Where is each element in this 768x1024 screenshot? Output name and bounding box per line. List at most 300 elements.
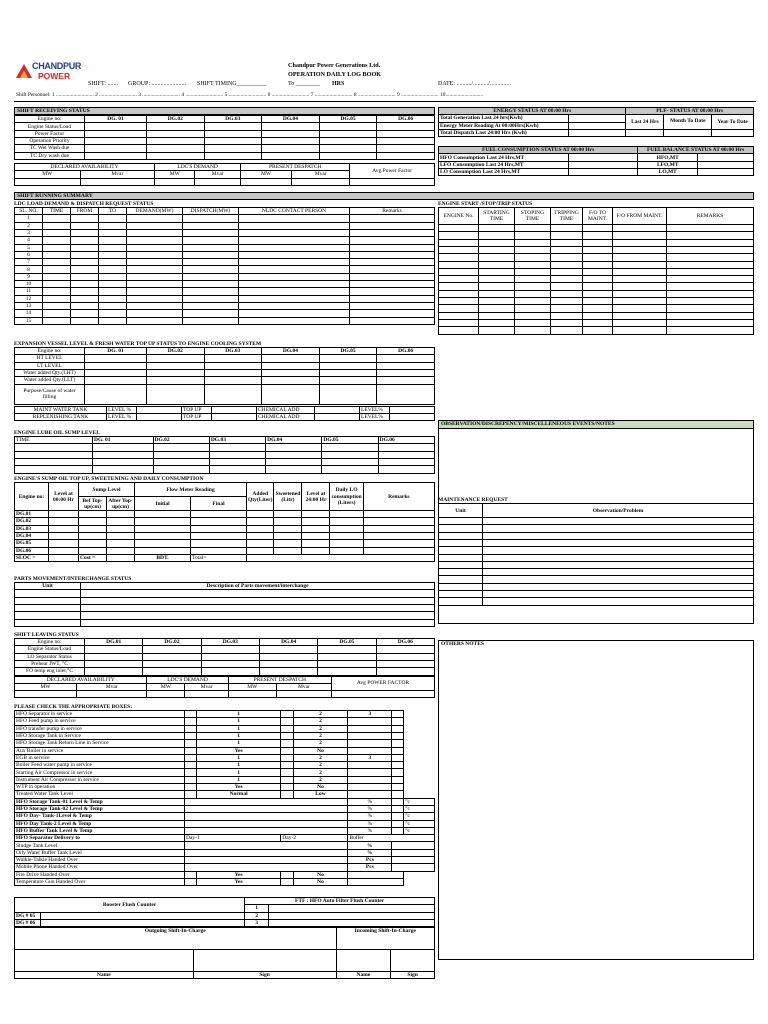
cell[interactable] (266, 458, 322, 465)
cell[interactable] (201, 660, 259, 667)
cell[interactable] (613, 283, 667, 290)
cell[interactable] (274, 532, 302, 539)
cell[interactable] (185, 856, 348, 863)
cell[interactable] (43, 215, 71, 222)
cell[interactable] (281, 871, 293, 878)
cell[interactable] (439, 276, 479, 283)
cell[interactable] (350, 259, 435, 266)
cell[interactable] (43, 295, 71, 302)
option-b[interactable]: No (293, 784, 348, 791)
cell[interactable] (107, 525, 135, 532)
cell[interactable] (439, 591, 483, 598)
cell[interactable] (262, 369, 320, 376)
cell[interactable] (127, 251, 183, 258)
cell[interactable] (239, 215, 350, 222)
cell[interactable] (319, 123, 377, 130)
cell[interactable] (583, 312, 613, 319)
cell[interactable] (85, 355, 147, 362)
cell[interactable] (319, 377, 377, 384)
cell[interactable] (183, 273, 239, 280)
cell[interactable] (331, 691, 434, 698)
cell[interactable] (99, 222, 127, 229)
cell[interactable] (350, 317, 435, 324)
cell[interactable] (259, 653, 317, 660)
cell[interactable] (392, 849, 435, 856)
cell[interactable] (667, 283, 754, 290)
cell[interactable] (79, 525, 107, 532)
cell[interactable] (43, 244, 71, 251)
cell[interactable] (350, 288, 435, 295)
cell[interactable] (247, 547, 274, 554)
cell[interactable] (583, 254, 613, 261)
cell[interactable] (274, 518, 302, 525)
cell[interactable] (15, 451, 93, 458)
cell[interactable] (378, 466, 434, 473)
cell[interactable] (483, 561, 754, 568)
cell[interactable] (204, 362, 262, 369)
cell[interactable] (583, 268, 613, 275)
option-b[interactable]: 2 (293, 732, 348, 739)
cell[interactable] (99, 281, 127, 288)
cell[interactable] (479, 225, 515, 232)
cell[interactable] (81, 619, 435, 626)
cell[interactable] (191, 532, 247, 539)
cell[interactable] (664, 129, 712, 136)
cell[interactable] (319, 138, 377, 145)
cell[interactable] (185, 762, 197, 769)
cell[interactable] (698, 154, 754, 161)
cell[interactable] (439, 598, 483, 605)
cell[interactable] (330, 540, 363, 547)
option-b[interactable]: 2 (293, 740, 348, 747)
cell[interactable] (239, 244, 350, 251)
cell[interactable] (15, 604, 81, 611)
cell[interactable] (281, 725, 293, 732)
option-c[interactable] (348, 747, 392, 754)
cell[interactable] (43, 237, 71, 244)
cell[interactable] (185, 776, 197, 783)
cell[interactable] (377, 384, 435, 404)
cell[interactable] (551, 319, 583, 326)
cell[interactable] (350, 295, 435, 302)
cell[interactable] (377, 377, 435, 384)
cell[interactable] (239, 317, 350, 324)
option-b[interactable]: 2 (293, 776, 348, 783)
option-b[interactable]: 2 (293, 711, 348, 718)
cell[interactable] (79, 511, 107, 518)
cell[interactable] (183, 317, 239, 324)
cell[interactable] (79, 532, 107, 539)
cell[interactable] (315, 413, 360, 420)
option-c[interactable] (348, 718, 392, 725)
cell[interactable] (71, 266, 99, 273)
cell[interactable] (377, 145, 435, 152)
cell[interactable] (439, 283, 479, 290)
cell[interactable] (319, 369, 377, 376)
cell[interactable] (191, 525, 247, 532)
cell[interactable] (146, 362, 204, 369)
cell[interactable] (515, 268, 551, 275)
cell[interactable] (127, 317, 183, 324)
cell[interactable] (183, 302, 239, 309)
cell[interactable] (274, 511, 302, 518)
cell[interactable] (15, 691, 77, 698)
cell[interactable] (551, 312, 583, 319)
cell[interactable] (377, 369, 435, 376)
cell[interactable] (153, 458, 209, 465)
option-c[interactable] (348, 740, 392, 747)
no-option[interactable]: No (293, 871, 348, 878)
cell[interactable] (49, 540, 79, 547)
cell[interactable] (81, 597, 435, 604)
cell[interactable] (350, 281, 435, 288)
cell[interactable] (71, 259, 99, 266)
cell[interactable] (551, 261, 583, 268)
cell[interactable] (239, 259, 350, 266)
cell[interactable] (281, 732, 293, 739)
cell[interactable] (439, 525, 483, 532)
cell[interactable] (185, 805, 348, 812)
cell[interactable] (183, 310, 239, 317)
cell[interactable] (85, 369, 147, 376)
cell[interactable] (439, 554, 483, 561)
cell[interactable] (515, 312, 551, 319)
cell[interactable] (319, 152, 377, 159)
cell[interactable] (247, 518, 274, 525)
cell[interactable] (262, 377, 320, 384)
cell[interactable] (583, 225, 613, 232)
cell[interactable] (183, 237, 239, 244)
cell[interactable] (135, 547, 191, 554)
cell[interactable] (71, 222, 99, 229)
cell[interactable] (392, 820, 404, 827)
cell[interactable] (191, 511, 247, 518)
cell[interactable] (262, 138, 320, 145)
cell[interactable] (336, 950, 391, 972)
cell[interactable] (439, 576, 483, 583)
cell[interactable] (85, 377, 147, 384)
cell[interactable] (515, 327, 551, 334)
cell[interactable] (81, 612, 435, 619)
cell[interactable] (292, 178, 350, 185)
cell[interactable] (439, 547, 483, 554)
cell[interactable] (85, 152, 147, 159)
cell[interactable] (319, 355, 377, 362)
cell[interactable] (363, 525, 434, 532)
cell[interactable] (350, 229, 435, 236)
cell[interactable] (43, 288, 71, 295)
cell[interactable] (515, 276, 551, 283)
cell[interactable] (439, 225, 479, 232)
cell[interactable] (551, 298, 583, 305)
cell[interactable] (183, 266, 239, 273)
cell[interactable] (439, 246, 479, 253)
cell[interactable] (239, 295, 350, 302)
cell[interactable] (483, 547, 754, 554)
cell[interactable] (193, 950, 336, 972)
cell[interactable] (483, 518, 754, 525)
cell[interactable] (302, 518, 330, 525)
cell[interactable] (439, 298, 479, 305)
cell[interactable] (479, 327, 515, 334)
cell[interactable] (79, 540, 107, 547)
cell[interactable] (551, 225, 583, 232)
cell[interactable] (569, 122, 626, 129)
cell[interactable] (315, 406, 360, 413)
cell[interactable] (613, 319, 667, 326)
cell[interactable] (137, 406, 182, 413)
cell[interactable] (667, 305, 754, 312)
cell[interactable] (191, 540, 247, 547)
cell[interactable] (185, 747, 197, 754)
cell[interactable] (479, 268, 515, 275)
cell[interactable] (392, 762, 404, 769)
cell[interactable] (212, 413, 257, 420)
cell[interactable] (183, 251, 239, 258)
cell[interactable] (439, 518, 483, 525)
cell[interactable] (479, 246, 515, 253)
cell[interactable] (281, 762, 293, 769)
cell[interactable] (350, 237, 435, 244)
cell[interactable] (127, 244, 183, 251)
cell[interactable] (228, 691, 276, 698)
cell[interactable] (15, 950, 194, 972)
cell[interactable] (85, 130, 147, 137)
cell[interactable] (330, 547, 363, 554)
option-b[interactable]: 2 (293, 769, 348, 776)
cell[interactable] (439, 583, 483, 590)
cell[interactable] (204, 145, 262, 152)
option-c[interactable]: 3 (348, 754, 392, 761)
separator-day2[interactable]: Day-2 (281, 835, 348, 842)
cell[interactable] (201, 668, 259, 675)
cell[interactable] (276, 691, 331, 698)
option-c[interactable] (348, 732, 392, 739)
cell[interactable] (319, 145, 377, 152)
cell[interactable] (569, 169, 638, 176)
cell[interactable] (551, 239, 583, 246)
cell[interactable] (241, 178, 292, 185)
cell[interactable] (41, 919, 245, 926)
cell[interactable] (319, 362, 377, 369)
cell[interactable] (583, 283, 613, 290)
cell[interactable] (583, 246, 613, 253)
cell[interactable] (392, 805, 404, 812)
option-a[interactable]: 1 (197, 711, 281, 718)
cell[interactable] (185, 849, 348, 856)
cell[interactable] (392, 798, 404, 805)
cell[interactable] (281, 784, 293, 791)
cell[interactable] (93, 458, 154, 465)
cell[interactable] (71, 229, 99, 236)
cell[interactable] (626, 129, 664, 136)
cell[interactable] (613, 276, 667, 283)
cell[interactable] (146, 355, 204, 362)
cell[interactable] (81, 590, 435, 597)
cell[interactable] (185, 711, 197, 718)
cell[interactable] (266, 451, 322, 458)
cell[interactable] (99, 295, 127, 302)
cell[interactable] (49, 518, 79, 525)
cell[interactable] (378, 458, 434, 465)
cell[interactable] (191, 547, 247, 554)
cell[interactable] (392, 813, 404, 820)
cell[interactable] (247, 532, 274, 539)
cell[interactable] (515, 232, 551, 239)
cell[interactable] (378, 451, 434, 458)
cell[interactable] (204, 377, 262, 384)
cell[interactable] (99, 215, 127, 222)
cell[interactable] (239, 222, 350, 229)
cell[interactable] (515, 290, 551, 297)
cell[interactable] (479, 283, 515, 290)
cell[interactable] (85, 384, 147, 404)
cell[interactable] (127, 266, 183, 273)
option-a[interactable]: Normal (197, 791, 281, 798)
cell[interactable] (262, 123, 320, 130)
cell[interactable] (209, 444, 265, 451)
cell[interactable] (71, 244, 99, 251)
cell[interactable] (71, 237, 99, 244)
cell[interactable] (350, 266, 435, 273)
cell[interactable] (363, 547, 434, 554)
cell[interactable] (204, 384, 262, 404)
cell[interactable] (350, 273, 435, 280)
cell[interactable] (185, 725, 197, 732)
cell[interactable] (269, 919, 435, 926)
cell[interactable] (76, 691, 147, 698)
yes-option[interactable]: Yes (197, 878, 281, 885)
cell[interactable] (195, 178, 241, 185)
cell[interactable] (185, 791, 197, 798)
cell[interactable] (667, 312, 754, 319)
cell[interactable] (135, 525, 191, 532)
cell[interactable] (43, 273, 71, 280)
cell[interactable] (613, 225, 667, 232)
cell[interactable] (183, 259, 239, 266)
cell[interactable] (209, 458, 265, 465)
cell[interactable] (350, 302, 435, 309)
cell[interactable] (185, 718, 197, 725)
cell[interactable] (392, 791, 404, 798)
cell[interactable] (302, 547, 330, 554)
option-b[interactable]: 2 (293, 725, 348, 732)
cell[interactable] (185, 691, 228, 698)
cell[interactable] (41, 912, 245, 919)
cell[interactable] (350, 244, 435, 251)
cell[interactable] (377, 355, 435, 362)
cell[interactable] (392, 740, 404, 747)
cell[interactable] (583, 276, 613, 283)
cell[interactable] (392, 747, 404, 754)
cell[interactable] (613, 327, 667, 334)
cell[interactable] (378, 444, 434, 451)
cell[interactable] (274, 547, 302, 554)
cell[interactable] (569, 115, 626, 122)
cell[interactable] (583, 232, 613, 239)
cell[interactable] (322, 458, 378, 465)
cell[interactable] (247, 525, 274, 532)
cell[interactable] (439, 305, 479, 312)
cell[interactable] (239, 237, 350, 244)
cell[interactable] (127, 310, 183, 317)
cell[interactable] (85, 138, 147, 145)
cell[interactable] (330, 532, 363, 539)
cell[interactable] (185, 813, 348, 820)
cell[interactable] (363, 511, 434, 518)
cell[interactable] (99, 302, 127, 309)
cell[interactable] (239, 251, 350, 258)
cell[interactable] (350, 310, 435, 317)
cell[interactable] (212, 406, 257, 413)
cell[interactable] (377, 138, 435, 145)
cell[interactable] (483, 598, 754, 605)
cell[interactable] (85, 145, 147, 152)
cell[interactable] (185, 769, 197, 776)
cell[interactable] (49, 547, 79, 554)
cell[interactable] (185, 878, 197, 885)
cell[interactable] (363, 540, 434, 547)
cell[interactable] (392, 864, 435, 871)
cell[interactable] (281, 769, 293, 776)
cell[interactable] (43, 302, 71, 309)
cell[interactable] (377, 123, 435, 130)
cell[interactable] (479, 312, 515, 319)
cell[interactable] (376, 646, 434, 653)
cell[interactable] (318, 646, 376, 653)
cell[interactable] (262, 152, 320, 159)
cell[interactable] (127, 295, 183, 302)
cell[interactable] (392, 718, 404, 725)
cell[interactable] (377, 130, 435, 137)
cell[interactable] (269, 912, 435, 919)
cell[interactable] (483, 591, 754, 598)
cell[interactable] (43, 281, 71, 288)
option-c[interactable] (348, 784, 392, 791)
cell[interactable] (439, 532, 483, 539)
cell[interactable] (392, 776, 404, 783)
cell[interactable] (204, 369, 262, 376)
cell[interactable] (146, 369, 204, 376)
cell[interactable] (281, 878, 293, 885)
cell[interactable] (281, 747, 293, 754)
cell[interactable] (483, 525, 754, 532)
cell[interactable] (551, 327, 583, 334)
cell[interactable] (93, 466, 154, 473)
cell[interactable] (274, 525, 302, 532)
cell[interactable] (515, 246, 551, 253)
cell[interactable] (363, 518, 434, 525)
cell[interactable] (483, 569, 754, 576)
cell[interactable] (143, 653, 201, 660)
cell[interactable] (302, 532, 330, 539)
cell[interactable] (185, 732, 197, 739)
cell[interactable] (79, 518, 107, 525)
cell[interactable] (183, 295, 239, 302)
cell[interactable] (99, 288, 127, 295)
cell[interactable] (85, 362, 147, 369)
cell[interactable] (479, 254, 515, 261)
cell[interactable] (569, 154, 638, 161)
cell[interactable] (99, 229, 127, 236)
option-c[interactable] (348, 762, 392, 769)
cell[interactable] (515, 225, 551, 232)
cell[interactable] (363, 532, 434, 539)
cell[interactable] (183, 244, 239, 251)
cell[interactable] (390, 413, 435, 420)
cell[interactable] (183, 288, 239, 295)
cell[interactable] (183, 281, 239, 288)
